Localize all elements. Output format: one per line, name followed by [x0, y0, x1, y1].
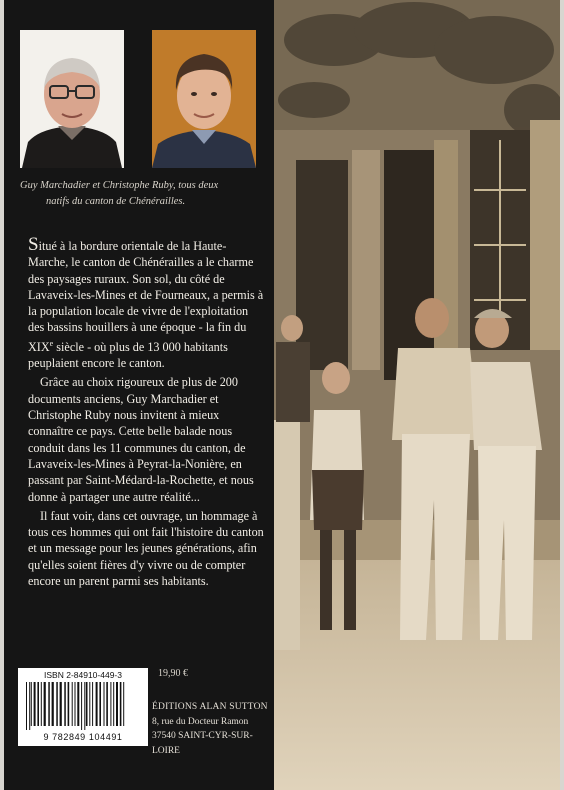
blurb-paragraph-1-text-a: itué à la bordure orientale de la Haute-Marche, le canton de Chénérailles a le charme des paysages ruraux. Son sol, du côté de Lavaveix-les-Mines et de Fourneaux, a permis à la population locale de vivre de l'exploitation des bassins houillers à une époque - la fin du XIX — [28, 239, 264, 354]
barcode-icon — [24, 682, 142, 730]
book-back-cover — [4, 0, 560, 790]
publisher-address — [152, 700, 272, 758]
author-portrait-guy-marchadier — [20, 30, 124, 168]
blurb-paragraph-1 — [28, 234, 264, 371]
publisher-street: 8, rue du Docteur Ramon — [152, 716, 249, 727]
blurb-paragraph-1-text-b: siècle - où plus de 13 000 habitants peuplaient encore le canton. — [28, 339, 228, 371]
author-portrait-christophe-ruby — [152, 30, 256, 168]
barcode-label — [18, 668, 148, 746]
portrait-caption — [20, 178, 260, 210]
price-label: 19,90 € — [158, 668, 188, 679]
blurb-paragraph-2: Grâce au choix rigoureux de plus de 200 documents anciens, Guy Marchadier et Christophe Ruby nous invitent à mieux connaître ce pays. Cette belle balade nous conduit dans les 11 communes du canton, de Lavaveix-les-Mines à Peyrat-la-Nonière, en passant par Saint-Médard-la-Rochette, et nous donne à partager une autre réalité... — [28, 375, 254, 504]
publisher-city: 37540 SAINT-CYR-SUR-LOIRE — [152, 731, 253, 756]
text-panel — [4, 0, 274, 790]
century-superscript: e — [49, 338, 54, 348]
blurb-paragraph-3: Il faut voir, dans cet ouvrage, un hommage à tous ces hommes qui ont fait l'histoire du canton et un message pour les jeunes générations, afin qu'elles soient fières d'y vivre ou de compter encore un parent parmi ses habitants. — [28, 508, 264, 588]
ean-number: 9 782849 104491 — [43, 732, 123, 742]
isbn-number: ISBN 2-84910-449-3 — [44, 670, 122, 680]
publisher-name: ÉDITIONS ALAN SUTTON — [152, 702, 268, 712]
caption-line-1: Guy Marchadier et Christophe Ruby, tous deux — [20, 180, 219, 191]
caption-line-2: natifs du canton de Chénérailles. — [46, 196, 186, 207]
sepia-photograph — [274, 0, 560, 790]
blurb-text — [28, 234, 264, 592]
dropcap-letter: S — [28, 234, 39, 255]
